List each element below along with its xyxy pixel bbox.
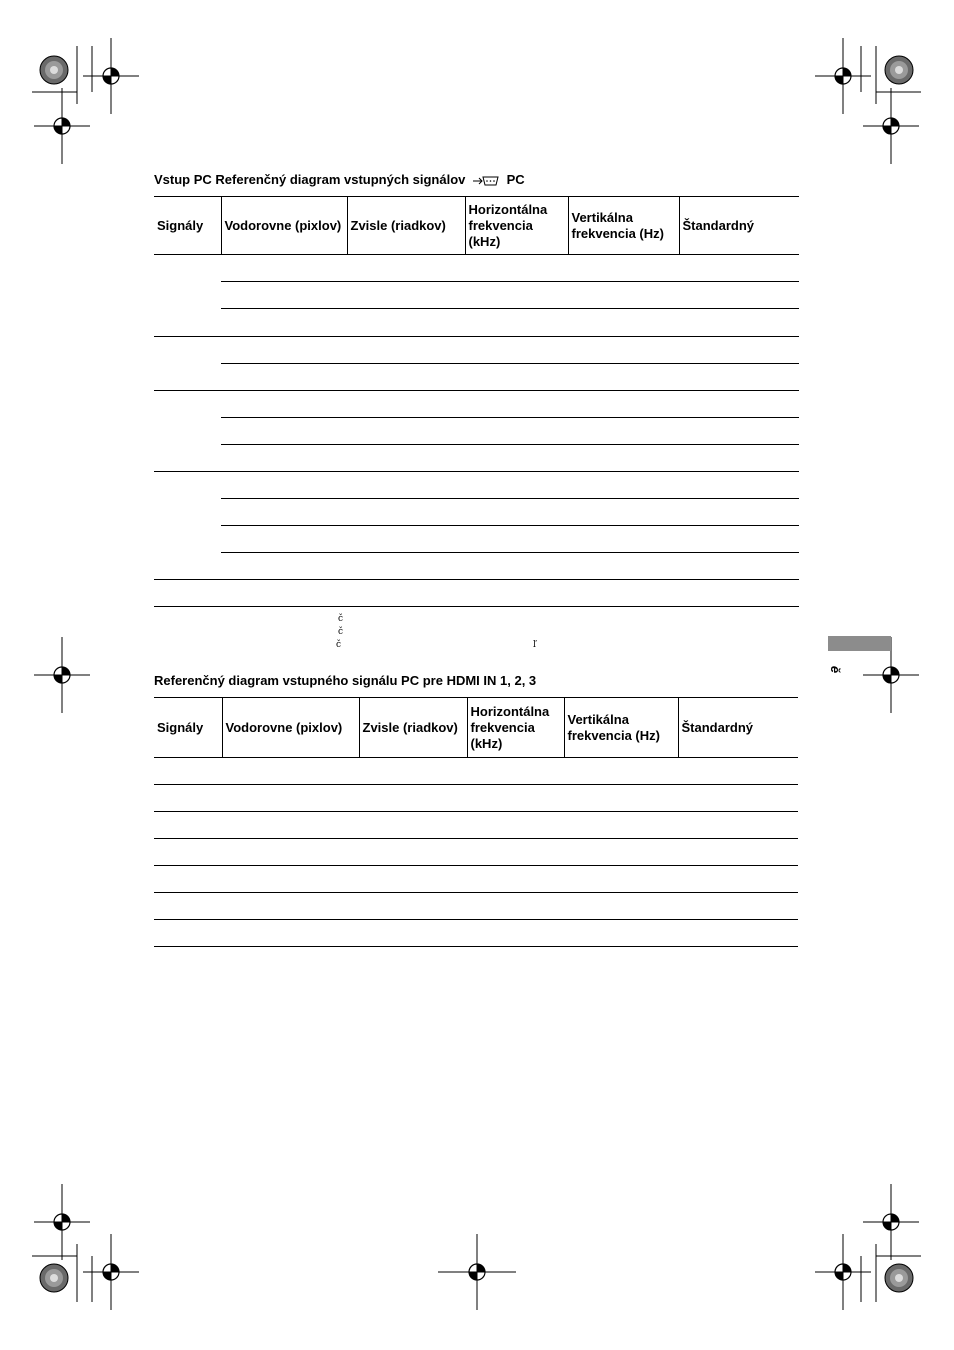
color-rosette-icon (40, 1264, 68, 1292)
table-row (154, 282, 799, 309)
table-row (154, 893, 798, 920)
section1-title (154, 172, 525, 187)
crosshair-icon (863, 88, 919, 164)
col-header-vertical-frequency: Vertikálna frekvencia (Hz) (564, 698, 678, 758)
col-header-standard: Štandardný (679, 197, 799, 255)
pc-input-icon (473, 175, 499, 187)
table-row (154, 499, 799, 526)
table-row (154, 920, 798, 947)
col-header-standard: Štandardný (678, 698, 798, 758)
crosshair-icon (34, 1184, 90, 1260)
footnote-glyph: č (336, 640, 342, 650)
col-header-vertical-lines: Zvisle (riadkov) (359, 698, 467, 758)
table-row (154, 472, 799, 499)
table-row (154, 337, 799, 364)
col-header-signals: Signály (154, 197, 221, 255)
side-section-label: ĕ (828, 665, 844, 674)
table-row (154, 391, 799, 418)
side-section-tab (828, 636, 891, 651)
table-row (154, 812, 798, 839)
col-header-horizontal-frequency: Horizontálna frekvencia (kHz) (467, 698, 564, 758)
col-header-vertical-lines: Zvisle (riadkov) (347, 197, 465, 255)
col-header-horizontal-pixels: Vodorovne (pixlov) (222, 698, 359, 758)
table-row (154, 309, 799, 337)
footnote-glyph: č (338, 627, 344, 637)
crosshair-icon (34, 637, 90, 713)
crosshair-icon (34, 88, 90, 164)
crosshair-icon (83, 38, 139, 114)
table-row (154, 785, 798, 812)
color-rosette-icon (885, 56, 913, 84)
col-header-vertical-frequency: Vertikálna frekvencia (Hz) (568, 197, 679, 255)
crosshair-icon (815, 38, 871, 114)
crosshair-icon (863, 1184, 919, 1260)
pc-signal-table (154, 196, 799, 607)
table-row (154, 526, 799, 553)
color-rosette-icon (885, 1264, 913, 1292)
footnote-glyph: ľ (533, 640, 536, 650)
section1-title-suffix: PC (506, 172, 525, 187)
table-row (154, 445, 799, 472)
table-row (154, 839, 798, 866)
col-header-horizontal-frequency: Horizontálna frekvencia (kHz) (465, 197, 568, 255)
table-row (154, 866, 798, 893)
hdmi-pc-signal-table (154, 697, 798, 947)
col-header-signals: Signály (154, 698, 222, 758)
section1-title-prefix: Vstup PC Referenčný diagram vstupných signálov (154, 172, 466, 187)
table-row (154, 580, 799, 607)
col-header-horizontal-pixels: Vodorovne (pixlov) (221, 197, 347, 255)
section2-title: Referenčný diagram vstupného signálu PC pre HDMI IN 1, 2, 3 (154, 673, 537, 688)
table-row (154, 255, 799, 282)
footnote-glyph: č (338, 614, 344, 624)
table-row (154, 758, 798, 785)
table-row (154, 418, 799, 445)
table-row (154, 364, 799, 391)
crosshair-icon (815, 1234, 871, 1310)
crosshair-icon (83, 1234, 139, 1310)
table-row (154, 553, 799, 580)
color-rosette-icon (40, 56, 68, 84)
